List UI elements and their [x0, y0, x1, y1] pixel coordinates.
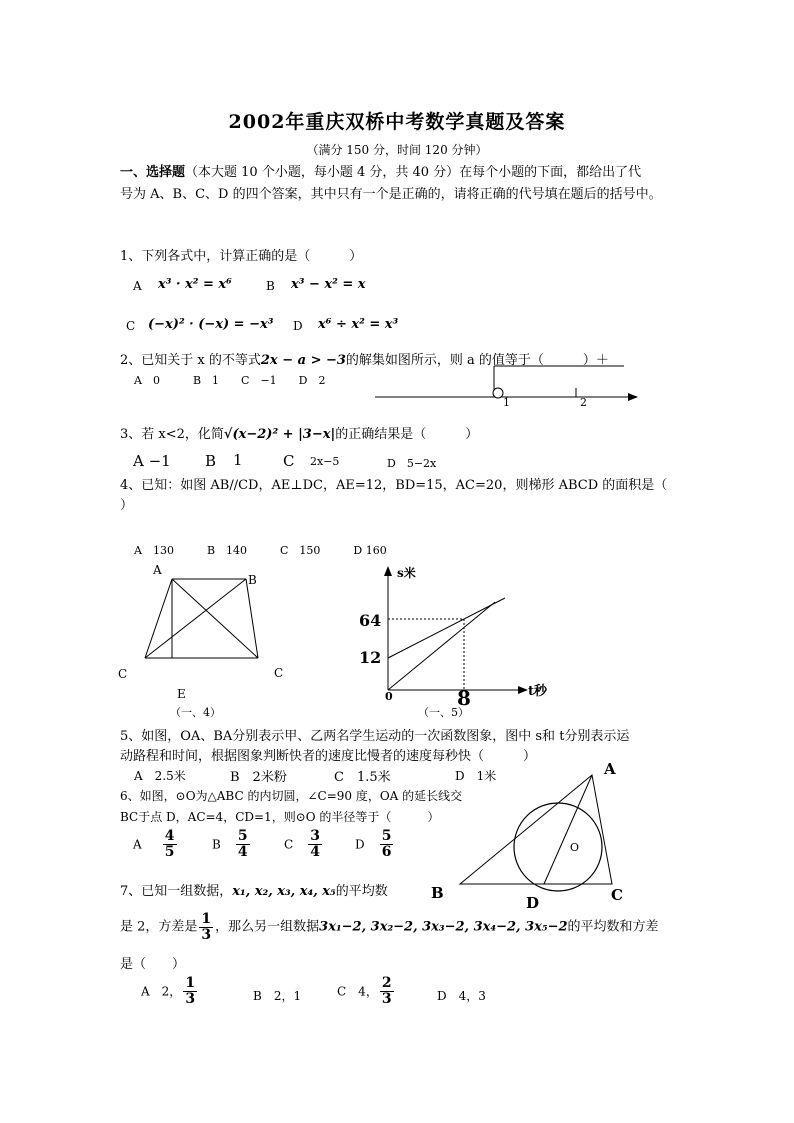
q6-a-numerator: 4 [164, 828, 175, 844]
q5-y-tick-64: 64 [359, 611, 382, 630]
q7-c-numerator: 2 [381, 975, 392, 991]
q7-option-a-label: A 2， [141, 984, 182, 999]
section-intro-text: （本大题 10 个小题，每小题 4 分，共 40 分）在每个小题的下面，都给出了代 [185, 165, 642, 180]
q6-c-numerator: 3 [310, 828, 321, 844]
q7-option-b: B 2，1 [253, 989, 302, 1003]
q3-option-d: D 5−2x [387, 457, 437, 470]
q7-line1-post: 的平均数 [335, 884, 388, 899]
q1-option-a-label: A [133, 279, 142, 293]
q7-option-c-fraction [380, 976, 394, 1006]
q7-variance-denominator: 3 [201, 926, 212, 943]
q7-option-a [141, 976, 199, 1006]
q3-stem-post: 的正确结果是（ ） [335, 427, 479, 442]
q5-y-axis-label: s米 [397, 566, 416, 580]
q6-stem-line2: BC于点 D，AC=4，CD=1，则⊙O 的半径等于（ ） [120, 810, 440, 824]
q7-line2-pre: 是 2，方差是 [120, 919, 198, 935]
section-heading: 一、选择题 [120, 165, 186, 180]
q1-option-a-expr: x³ · x² = x⁶ [158, 277, 232, 292]
q3-option-c-value: 2x−5 [310, 455, 340, 468]
q3-option-c-label: C [283, 452, 295, 470]
q6-triangle-abc [460, 775, 612, 884]
q5-stem-line1: 5、如图，OA、BA分别表示甲、乙两名学生运动的一次函数图象，图中 s和 t分别表示运 [120, 729, 630, 744]
q7-a-denominator: 3 [185, 990, 196, 1007]
q7-line2-mid: ，那么另一组数据 [215, 919, 320, 935]
q7-line2-expr: 3x₁−2, 3x₂−2, 3x₃−2, 3x₄−2, 3x₅−2 [319, 919, 568, 935]
section-intro-line2: 号为 A、B、C、D 的四个答案，其中只有一个是正确的，请将正确的代号填在题后的括号中。 [120, 187, 662, 202]
q6-option-d-label: D [355, 837, 365, 852]
q6-option-d [355, 829, 395, 859]
q6-label-o: O [570, 841, 580, 854]
q6-option-b [212, 829, 252, 859]
q2-tick-label-1: 1 [503, 396, 510, 409]
q1-option-d-expr: x⁶ ÷ x² = x³ [318, 317, 399, 332]
q3-stem [120, 423, 478, 442]
q6-stem-line1: 6、如图，⊙O为△ABC 的内切圆，∠C=90 度，OA 的延长线交 [120, 789, 463, 803]
q1-option-b-expr: x³ − x² = x [291, 277, 366, 292]
q4-diagonal-ac [172, 579, 258, 658]
q3-stem-pre: 3、若 x<2，化简 [120, 427, 224, 442]
q6-option-c-label: C [284, 837, 294, 852]
q4-label-c-left: C [118, 667, 128, 681]
q7-variance-fraction [199, 912, 213, 942]
q7-variance-numerator: 1 [201, 911, 212, 927]
q1-stem: 1、下列各式中，计算正确的是（ ） [120, 249, 363, 264]
q3-option-b-value: 1 [233, 451, 243, 469]
q7-line2-post: 的平均数和方差 [567, 919, 659, 935]
q6-option-a-fraction [163, 829, 177, 859]
q7-option-c [337, 976, 396, 1006]
q6-b-numerator: 5 [237, 828, 248, 844]
q6-label-c: C [611, 886, 623, 904]
q5-option-c: C 1.5米 [334, 770, 391, 785]
q4-label-a: A [153, 563, 162, 577]
q5-line-ba [388, 598, 505, 658]
q7-line1-expr: x₁, x₂, x₃, x₄, x₅ [232, 884, 336, 899]
q5-x-axis-label: t秒 [528, 684, 548, 699]
q7-a-numerator: 1 [185, 975, 196, 991]
q3-stem-expr: √(x−2)² + |3−x| [223, 427, 336, 442]
q7-option-d: D 4，3 [437, 989, 486, 1003]
q2-axis-arrow [628, 393, 638, 401]
q5-line-oa [388, 602, 495, 690]
q2-stem-expr: 2x − a > −3 [260, 353, 346, 368]
q7-line3: 是（ ） [120, 957, 186, 972]
q4-options: A 130 B 140 C 150 D 160 [134, 544, 387, 557]
q5-option-a: A 2.5米 [134, 769, 186, 783]
q5-graph [355, 560, 565, 720]
q1-option-c-expr: (−x)² · (−x) = −x³ [148, 317, 274, 332]
q5-x-axis-arrow [518, 686, 528, 694]
q2-tick-label-2: 2 [580, 396, 587, 409]
q7-c-denominator: 3 [381, 990, 392, 1007]
q5-origin-label: 0 [385, 690, 393, 703]
q7-line2 [120, 912, 659, 942]
q1-option-d-label: D [293, 319, 303, 333]
q6-d-numerator: 5 [381, 828, 392, 844]
q6-line-ad [544, 775, 592, 884]
q4-caption: （一、4） [170, 706, 221, 719]
q6-option-d-fraction [380, 829, 394, 859]
q4-label-e: E [177, 687, 186, 701]
q6-option-b-fraction [236, 829, 250, 859]
q5-x-tick-8: 8 [457, 686, 471, 710]
q7-option-a-fraction [183, 976, 197, 1006]
q2-stem-pre: 2、已知关于 x 的不等式 [120, 353, 261, 368]
q7-line1 [120, 880, 388, 899]
q6-triangle-figure [425, 755, 650, 915]
q5-y-tick-12: 12 [359, 648, 382, 667]
q6-d-denominator: 6 [381, 843, 392, 860]
q4-label-c-right: C [274, 666, 284, 680]
q4-stem-line2: ） [120, 498, 134, 513]
q5-option-d: D 1米 [455, 769, 497, 783]
q7-line1-pre: 7、已知一组数据， [120, 884, 233, 899]
q6-option-a [133, 829, 179, 859]
q6-c-denominator: 4 [310, 843, 321, 860]
q4-stem-line1: 4、已知：如图 AB//CD，AE⊥DC，AE=12，BD=15，AC=20，则梯形 ABCD 的面积是（ [120, 478, 668, 493]
q5-caption: （一、5） [418, 706, 469, 719]
q6-label-a: A [604, 760, 616, 778]
q3-option-a: A −1 [133, 452, 171, 470]
q6-label-d: D [526, 894, 540, 912]
q6-option-c [284, 829, 324, 859]
q5-y-axis-arrow [384, 566, 392, 576]
q6-a-denominator: 5 [164, 843, 175, 860]
q2-open-circle [493, 388, 503, 398]
q1-option-b-label: B [266, 279, 275, 293]
q6-option-b-label: B [212, 837, 221, 852]
q4-side-right [246, 579, 258, 658]
q6-option-c-fraction [308, 829, 322, 859]
q6-b-denominator: 4 [237, 843, 248, 860]
q6-incircle [514, 803, 602, 891]
q5-stem-line2: 动路程和时间，根据图象判断快者的速度比慢者的速度每秒快（ ） [120, 749, 537, 764]
q1-option-c-label: C [126, 319, 136, 333]
q3-option-b-label: B [205, 452, 217, 470]
q5-option-b: B 2米粉 [230, 770, 287, 785]
page-subtitle: （满分 150 分，时间 120 分钟） [306, 143, 488, 157]
page-title: 2002年重庆双桥中考数学真题及答案 [228, 111, 566, 133]
q4-side-left [145, 579, 172, 658]
q2-options: A 0 B 1 C −1 D 2 [134, 374, 326, 387]
q7-option-c-label: C 4， [337, 984, 378, 999]
q4-label-b: B [248, 573, 257, 587]
q6-label-b: B [431, 884, 444, 902]
q4-diagonal-bd [145, 579, 246, 658]
q6-option-a-label: A [133, 837, 142, 852]
q2-number-line [370, 360, 645, 410]
section-intro-line1 [120, 161, 641, 180]
q2-stem-post: 的解集如图所示，则 a 的值等于（ ）＋ [345, 353, 609, 368]
q4-trapezoid-figure [110, 555, 300, 720]
